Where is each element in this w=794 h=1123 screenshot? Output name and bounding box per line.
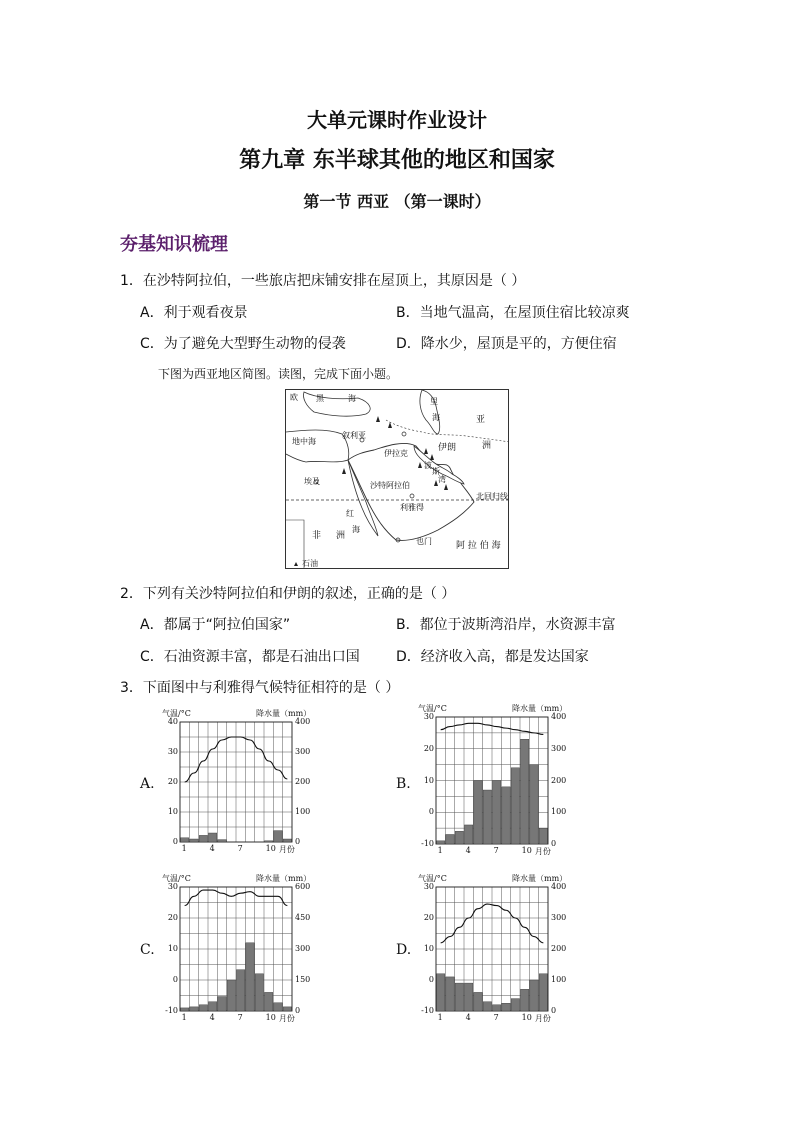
x-tick-label: 月份	[534, 1014, 551, 1023]
left-tick-label: 10	[423, 944, 434, 953]
map-label-bo: 波	[424, 461, 432, 470]
left-tick-label: -10	[421, 1006, 434, 1015]
map-label-li: 里	[430, 397, 438, 406]
section-heading: 夯基知识梳理	[120, 234, 228, 255]
precipitation-bar	[455, 983, 463, 1011]
map-label-dizhonghai: 地中海	[292, 437, 316, 446]
precipitation-bar	[521, 989, 529, 1011]
left-tick-label: 0	[172, 975, 178, 984]
right-tick-label: 0	[295, 837, 301, 846]
map-label-alabohai: 阿 拉 伯 海	[456, 541, 501, 551]
map-label-hai2: 海	[432, 413, 440, 422]
map-label-zhou2: 洲	[336, 531, 346, 541]
right-tick-label: 200	[295, 777, 311, 786]
precipitation-bar	[493, 1005, 501, 1011]
map-label-shate: 沙特阿拉伯	[370, 481, 410, 490]
precipitation-bar	[181, 1008, 189, 1011]
right-tick-label: 100	[295, 807, 311, 816]
precipitation-bar	[530, 980, 538, 1011]
precipitation-bar	[255, 974, 263, 1011]
right-tick-label: 0	[551, 839, 557, 848]
precipitation-bar	[218, 997, 226, 1011]
left-tick-label: 20	[167, 913, 178, 922]
map-label-aiji: 埃及	[304, 477, 320, 486]
right-tick-label: 400	[295, 717, 311, 726]
precipitation-bar	[465, 825, 473, 844]
left-tick-label: 30	[167, 882, 178, 891]
right-tick-label: 150	[295, 975, 311, 984]
map-label-hong: 红	[346, 509, 354, 518]
precipitation-bar	[181, 838, 189, 842]
x-tick-label: 10	[265, 1013, 276, 1022]
precipitation-bar	[283, 1007, 291, 1011]
black-sea	[303, 392, 370, 416]
question-1-option-c[interactable]: C．为了避免大型野生动物的侵袭	[140, 336, 346, 352]
question-2-stem: 2．下列有关沙特阿拉伯和伊朗的叙述，正确的是（ ）	[120, 586, 456, 602]
map-label-ou: 欧	[290, 393, 298, 402]
x-tick-label: 10	[265, 844, 276, 853]
x-tick-label: 4	[465, 846, 471, 855]
climate-chart-c	[160, 873, 320, 1025]
map-label-wan: 湾	[438, 475, 446, 484]
precipitation-bar	[521, 739, 529, 844]
right-tick-label: 300	[295, 747, 311, 756]
map-label-shiyou: 石油	[302, 559, 318, 568]
precipitation-bar	[474, 781, 482, 845]
right-axis-label: 降水量（mm）	[256, 874, 312, 883]
left-tick-label: 0	[428, 807, 434, 817]
right-tick-label: 200	[551, 944, 567, 953]
left-tick-label: 10	[423, 775, 434, 785]
precipitation-bar	[437, 841, 445, 844]
question-1-option-a[interactable]: A．利于观看夜景	[140, 305, 248, 321]
left-tick-label: -10	[165, 1006, 178, 1015]
precipitation-bar	[199, 1005, 207, 1011]
right-tick-label: 100	[551, 807, 567, 817]
map-label-yemen: 也门	[416, 537, 432, 546]
map-label-yilang: 伊朗	[438, 443, 457, 453]
right-tick-label: 100	[551, 975, 567, 984]
left-tick-label: 30	[423, 882, 434, 891]
precipitation-bar	[274, 1003, 282, 1011]
climate-chart-d	[416, 873, 576, 1025]
left-tick-label: -10	[421, 839, 434, 848]
precipitation-bar	[209, 833, 217, 842]
x-tick-label: 1	[437, 846, 443, 855]
right-axis-label: 降水量（mm）	[512, 704, 568, 713]
map-label-xuliya: 叙利亚	[342, 431, 366, 440]
map-label-fei: 非	[312, 531, 322, 541]
question-3-option-a[interactable]: A.	[140, 776, 155, 792]
precipitation-bar	[218, 840, 226, 842]
left-axis-label: 气温/°C	[162, 874, 191, 883]
x-tick-label: 10	[521, 846, 532, 855]
precipitation-bar	[265, 841, 273, 842]
right-tick-label: 200	[551, 775, 567, 785]
x-tick-label: 7	[237, 1013, 243, 1022]
precipitation-bar	[437, 974, 445, 1011]
precipitation-bar	[530, 765, 538, 844]
precipitation-bar	[474, 992, 482, 1011]
map-label-liyade: 利雅得	[400, 503, 424, 512]
map-label-beihuigui: 北回归线	[476, 492, 508, 501]
question-1-stem: 1．在沙特阿拉伯，一些旅店把床铺安排在屋顶上，其原因是（ ）	[120, 273, 526, 289]
precipitation-bar	[511, 999, 519, 1011]
left-tick-label: 30	[167, 747, 178, 756]
section-title: 第一节 西亚 （第一课时）	[303, 192, 491, 211]
left-tick-label: 40	[167, 717, 178, 726]
arabian-peninsula	[348, 443, 474, 540]
precipitation-bar	[502, 1003, 510, 1011]
precipitation-bar	[190, 839, 198, 842]
question-3-option-b[interactable]: B.	[396, 776, 411, 792]
map-label-ya: 亚	[476, 415, 486, 425]
precipitation-bar	[465, 983, 473, 1011]
x-tick-label: 4	[209, 844, 215, 853]
precipitation-bar	[483, 790, 491, 844]
map-intro: 下图为西亚地区简图。读图，完成下面小题。	[158, 367, 399, 381]
precipitation-bar	[227, 980, 235, 1011]
x-tick-label: 月份	[278, 845, 295, 854]
precipitation-bar	[455, 831, 463, 844]
precipitation-bar	[274, 831, 282, 842]
left-tick-label: 10	[167, 944, 178, 953]
left-tick-label: 20	[423, 913, 434, 922]
left-tick-label: 10	[167, 807, 178, 816]
precipitation-bar	[502, 787, 510, 844]
right-tick-label: 600	[295, 882, 311, 891]
right-tick-label: 0	[551, 1006, 557, 1015]
precipitation-bar	[446, 834, 454, 844]
right-tick-label: 300	[551, 743, 567, 753]
question-3-option-d[interactable]: D.	[396, 942, 412, 958]
precipitation-bar	[265, 992, 273, 1011]
map-label-si: 斯	[432, 467, 440, 476]
left-axis-label: 气温/°C	[162, 709, 191, 718]
question-2-option-a[interactable]: A．都属于“阿拉伯国家”	[140, 617, 291, 633]
x-tick-label: 7	[493, 846, 499, 855]
chapter-title: 第九章 东半球其他的地区和国家	[239, 148, 555, 173]
left-tick-label: 30	[423, 712, 434, 721]
left-tick-label: 0	[172, 837, 178, 846]
page-title: 大单元课时作业设计	[307, 108, 487, 132]
precipitation-bar	[190, 1007, 198, 1011]
left-tick-label: 20	[423, 743, 434, 753]
question-3-option-c[interactable]: C.	[140, 942, 155, 958]
question-3-stem: 3．下面图中与利雅得气候特征相符的是（ ）	[120, 680, 400, 696]
right-tick-label: 450	[295, 913, 311, 922]
left-axis-label: 气温/°C	[418, 704, 447, 713]
question-2-option-c[interactable]: C．石油资源丰富，都是石油出口国	[140, 649, 360, 665]
precipitation-bar	[483, 1002, 491, 1011]
x-tick-label: 1	[181, 1013, 187, 1022]
precipitation-bar	[446, 977, 454, 1011]
precipitation-bar	[539, 974, 547, 1011]
precipitation-bar	[246, 943, 254, 1011]
map-label-hai3: 海	[352, 525, 360, 534]
question-2-option-d[interactable]: D．经济收入高，都是发达国家	[396, 649, 589, 665]
question-1-option-d[interactable]: D．降水少，屋顶是平的，方便住宿	[396, 336, 617, 352]
x-tick-label: 月份	[534, 847, 551, 856]
left-axis-label: 气温/°C	[418, 874, 447, 883]
x-tick-label: 1	[437, 1013, 443, 1022]
question-1-option-b[interactable]: B．当地气温高，在屋顶住宿比较凉爽	[396, 305, 630, 321]
right-tick-label: 400	[551, 882, 567, 891]
precipitation-bar	[199, 835, 207, 842]
x-tick-label: 7	[237, 844, 243, 853]
map-label-yilake: 伊拉克	[384, 449, 408, 458]
precipitation-bar	[283, 839, 291, 842]
precipitation-bar	[237, 970, 245, 1011]
right-tick-label: 400	[551, 712, 567, 721]
map-label-zhou: 洲	[482, 441, 492, 451]
map-label-hai1: 海	[348, 394, 356, 403]
x-tick-label: 1	[181, 844, 187, 853]
right-tick-label: 300	[551, 913, 567, 922]
precipitation-bar	[539, 828, 547, 844]
x-tick-label: 4	[465, 1013, 471, 1022]
right-axis-label: 降水量（mm）	[512, 874, 568, 883]
right-tick-label: 300	[295, 944, 311, 953]
left-tick-label: 20	[167, 777, 178, 786]
precipitation-bar	[209, 1002, 217, 1011]
climate-chart-a	[160, 708, 320, 856]
left-tick-label: 0	[428, 975, 434, 984]
map-label-hei: 黑	[316, 394, 324, 403]
x-tick-label: 7	[493, 1013, 499, 1022]
precipitation-bar	[511, 768, 519, 844]
x-tick-label: 4	[209, 1013, 215, 1022]
right-axis-label: 降水量（mm）	[256, 709, 312, 718]
question-2-option-b[interactable]: B．都位于波斯湾沿岸，水资源丰富	[396, 617, 616, 633]
precipitation-bar	[493, 781, 501, 845]
x-tick-label: 月份	[278, 1014, 295, 1023]
x-tick-label: 10	[521, 1013, 532, 1022]
climate-chart-b	[416, 703, 576, 858]
right-tick-label: 0	[295, 1006, 301, 1015]
west-asia-map	[285, 389, 509, 569]
